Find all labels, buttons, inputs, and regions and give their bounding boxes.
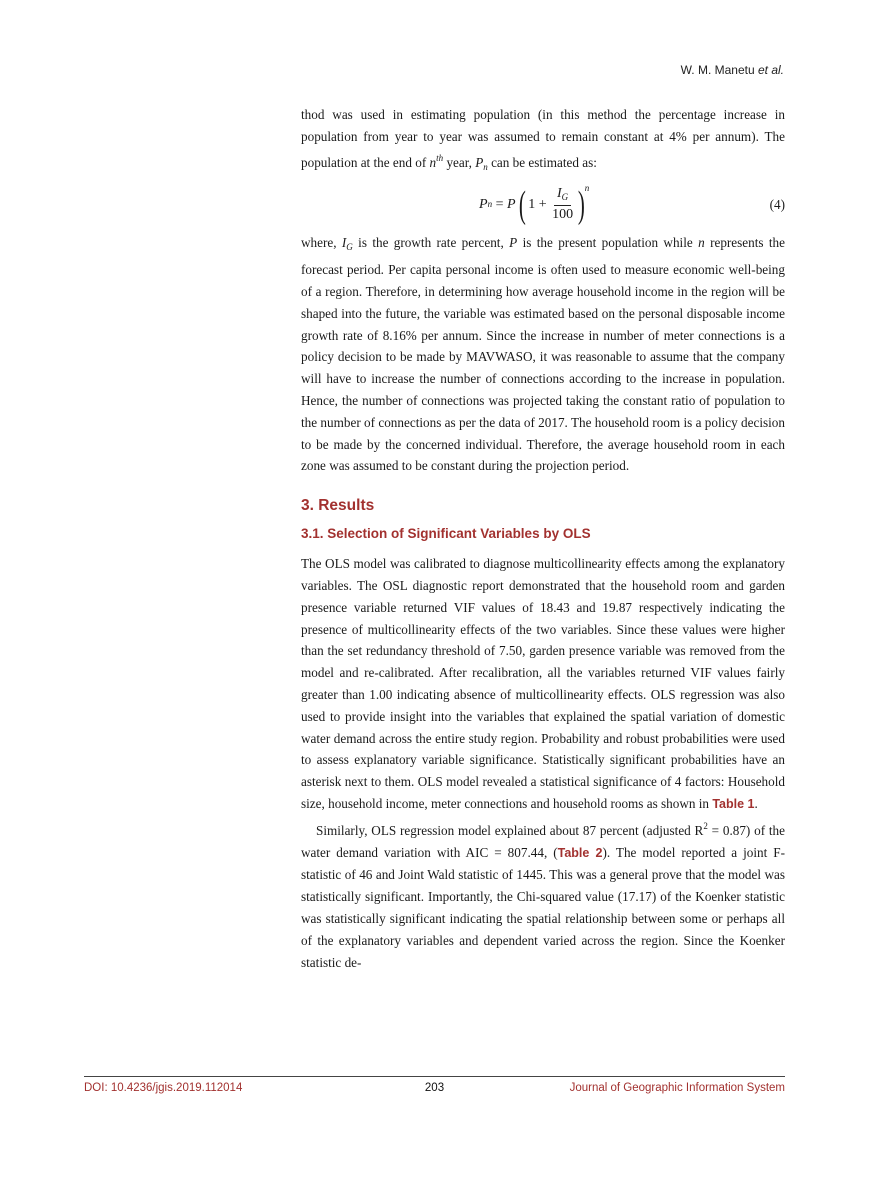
section-heading: 3. Results (301, 497, 375, 515)
n-symbol: n (698, 235, 705, 251)
running-head-authors: W. M. Manetu (680, 63, 755, 77)
body-column (301, 104, 785, 973)
paragraph-ols-calibration (301, 553, 785, 816)
paragraph-ols-results (301, 816, 785, 974)
left-paren: ( (518, 184, 526, 227)
paragraph-text: represents the forecast period. Per capita personal income is often used to measure economic well-being of a region. Therefore, in determining how average household income in the region will be shaped into the future, the variable was estimated based on the personal disposable income growth rate of 8.16% per annum. Since the increase in number of meter connections is a policy decision to be made by MAVWASO, it was reasonable to assume that the company will have to increase the number of connections according to the increase in population. Hence, the number of connections was projected taking the constant ratio of population to the number of connections as per the data of 2017. The household room is a policy decision to be made by the concerned individual. Therefore, the average household room in each zone was assumed to be constant during the projection period. (301, 235, 786, 474)
running-head-etal: et al. (757, 63, 784, 77)
eq-fraction (552, 186, 573, 224)
footer-doi-link[interactable]: DOI: 10.4236/jgis.2019.112014 (84, 1082, 243, 1094)
table-2-link[interactable]: Table 2 (557, 845, 603, 860)
eq-numerator (554, 186, 571, 206)
eq-lhs-sub: n (487, 199, 493, 210)
eq-one-plus: 1 + (528, 197, 551, 213)
subsection-heading: 3.1. Selection of Significant Variables by OLS (301, 526, 591, 542)
paragraph-text: . (754, 795, 758, 811)
running-head (681, 63, 784, 77)
eq-rhs-p: P (506, 197, 516, 213)
r-squared-superscript: 2 (703, 820, 708, 831)
equation-body (479, 183, 592, 227)
table-1-link[interactable]: Table 1 (712, 796, 755, 811)
eq-num-sub: G (561, 192, 569, 203)
right-paren: ) (577, 184, 585, 227)
paragraph-text: ). The model reported a joint F-statistic of 46 and Joint Wald statistic of 1445. This was a general prove that the model was statistically significant. Importantly, the Chi-squared value (17.17) of the Koenker statistic was statistically significant indicating the spatial relationship between some or perhaps all of the explanatory variables and dependent varied across the region. Since the Koenker statistic de- (301, 844, 785, 970)
equation-number: (4) (769, 197, 785, 213)
ig-subscript: G (346, 242, 353, 253)
paragraph-text: can be estimated as: (487, 154, 597, 170)
paragraph-text: where, (301, 235, 342, 251)
pn-subscript: n (483, 161, 488, 172)
paragraph-growth-assumptions (301, 232, 785, 477)
eq-equals: = (492, 197, 507, 213)
paragraph-text: thod was used in estimating population (in this method the percentage increase in population from year to year was assumed to remain constant at 4% per annum). The population at the end of (301, 107, 785, 170)
nth-superscript: th (436, 152, 444, 163)
ig-symbol: I (341, 235, 347, 251)
paragraph-text: is the growth rate percent, (352, 235, 510, 251)
paragraph-population-method (301, 104, 785, 178)
footer-journal-link[interactable]: Journal of Geographic Information System (569, 1082, 785, 1094)
eq-exponent: n (584, 183, 590, 194)
paragraph-text: = 0.87) of the water demand variation with AIC = 807.44, ( (301, 822, 785, 860)
pn-symbol: P (475, 154, 484, 170)
p-symbol: P (509, 235, 518, 251)
equation-4 (301, 178, 785, 232)
eq-lhs-p: P (479, 197, 488, 213)
paragraph-text: is the present population while (517, 235, 699, 251)
eq-num-i: I (557, 186, 562, 202)
page-footer (84, 1082, 785, 1098)
nth-n: n (429, 154, 437, 170)
paragraph-text: The OLS model was calibrated to diagnose multicollinearity effects among the explanatory variables. The OSL diagnostic report demonstrated that the household room and garden presence variable returned VIF values of 18.43 and 19.87 respectively indicating the presence of multicollinearity effects of the two variables. Since these values were higher than the set redundancy threshold of 7.50, garden presence variable was removed from the model and re-calibrated. After recalibration, all the variables returned VIF values fairly greater than 1.00 indicating absence of multicollinearity effects. OLS regression was also used to provide insight into the variables that explained the spatial variation of domestic water demand across the entire study region. Probability and robust probabilities were used to assess explanatory variable significance. Statistically significant probabilities have an asterisk next to them. OLS model revealed a statistical significance of 4 factors: Household size, household income, meter connections and household rooms as shown in (301, 556, 785, 811)
page-number: 203 (424, 1082, 445, 1094)
footer-divider (84, 1076, 785, 1077)
paragraph-text: Similarly, OLS regression model explained about 87 percent (adjusted R (316, 822, 704, 838)
paragraph-text: year, (443, 154, 476, 170)
eq-denominator: 100 (552, 207, 574, 223)
